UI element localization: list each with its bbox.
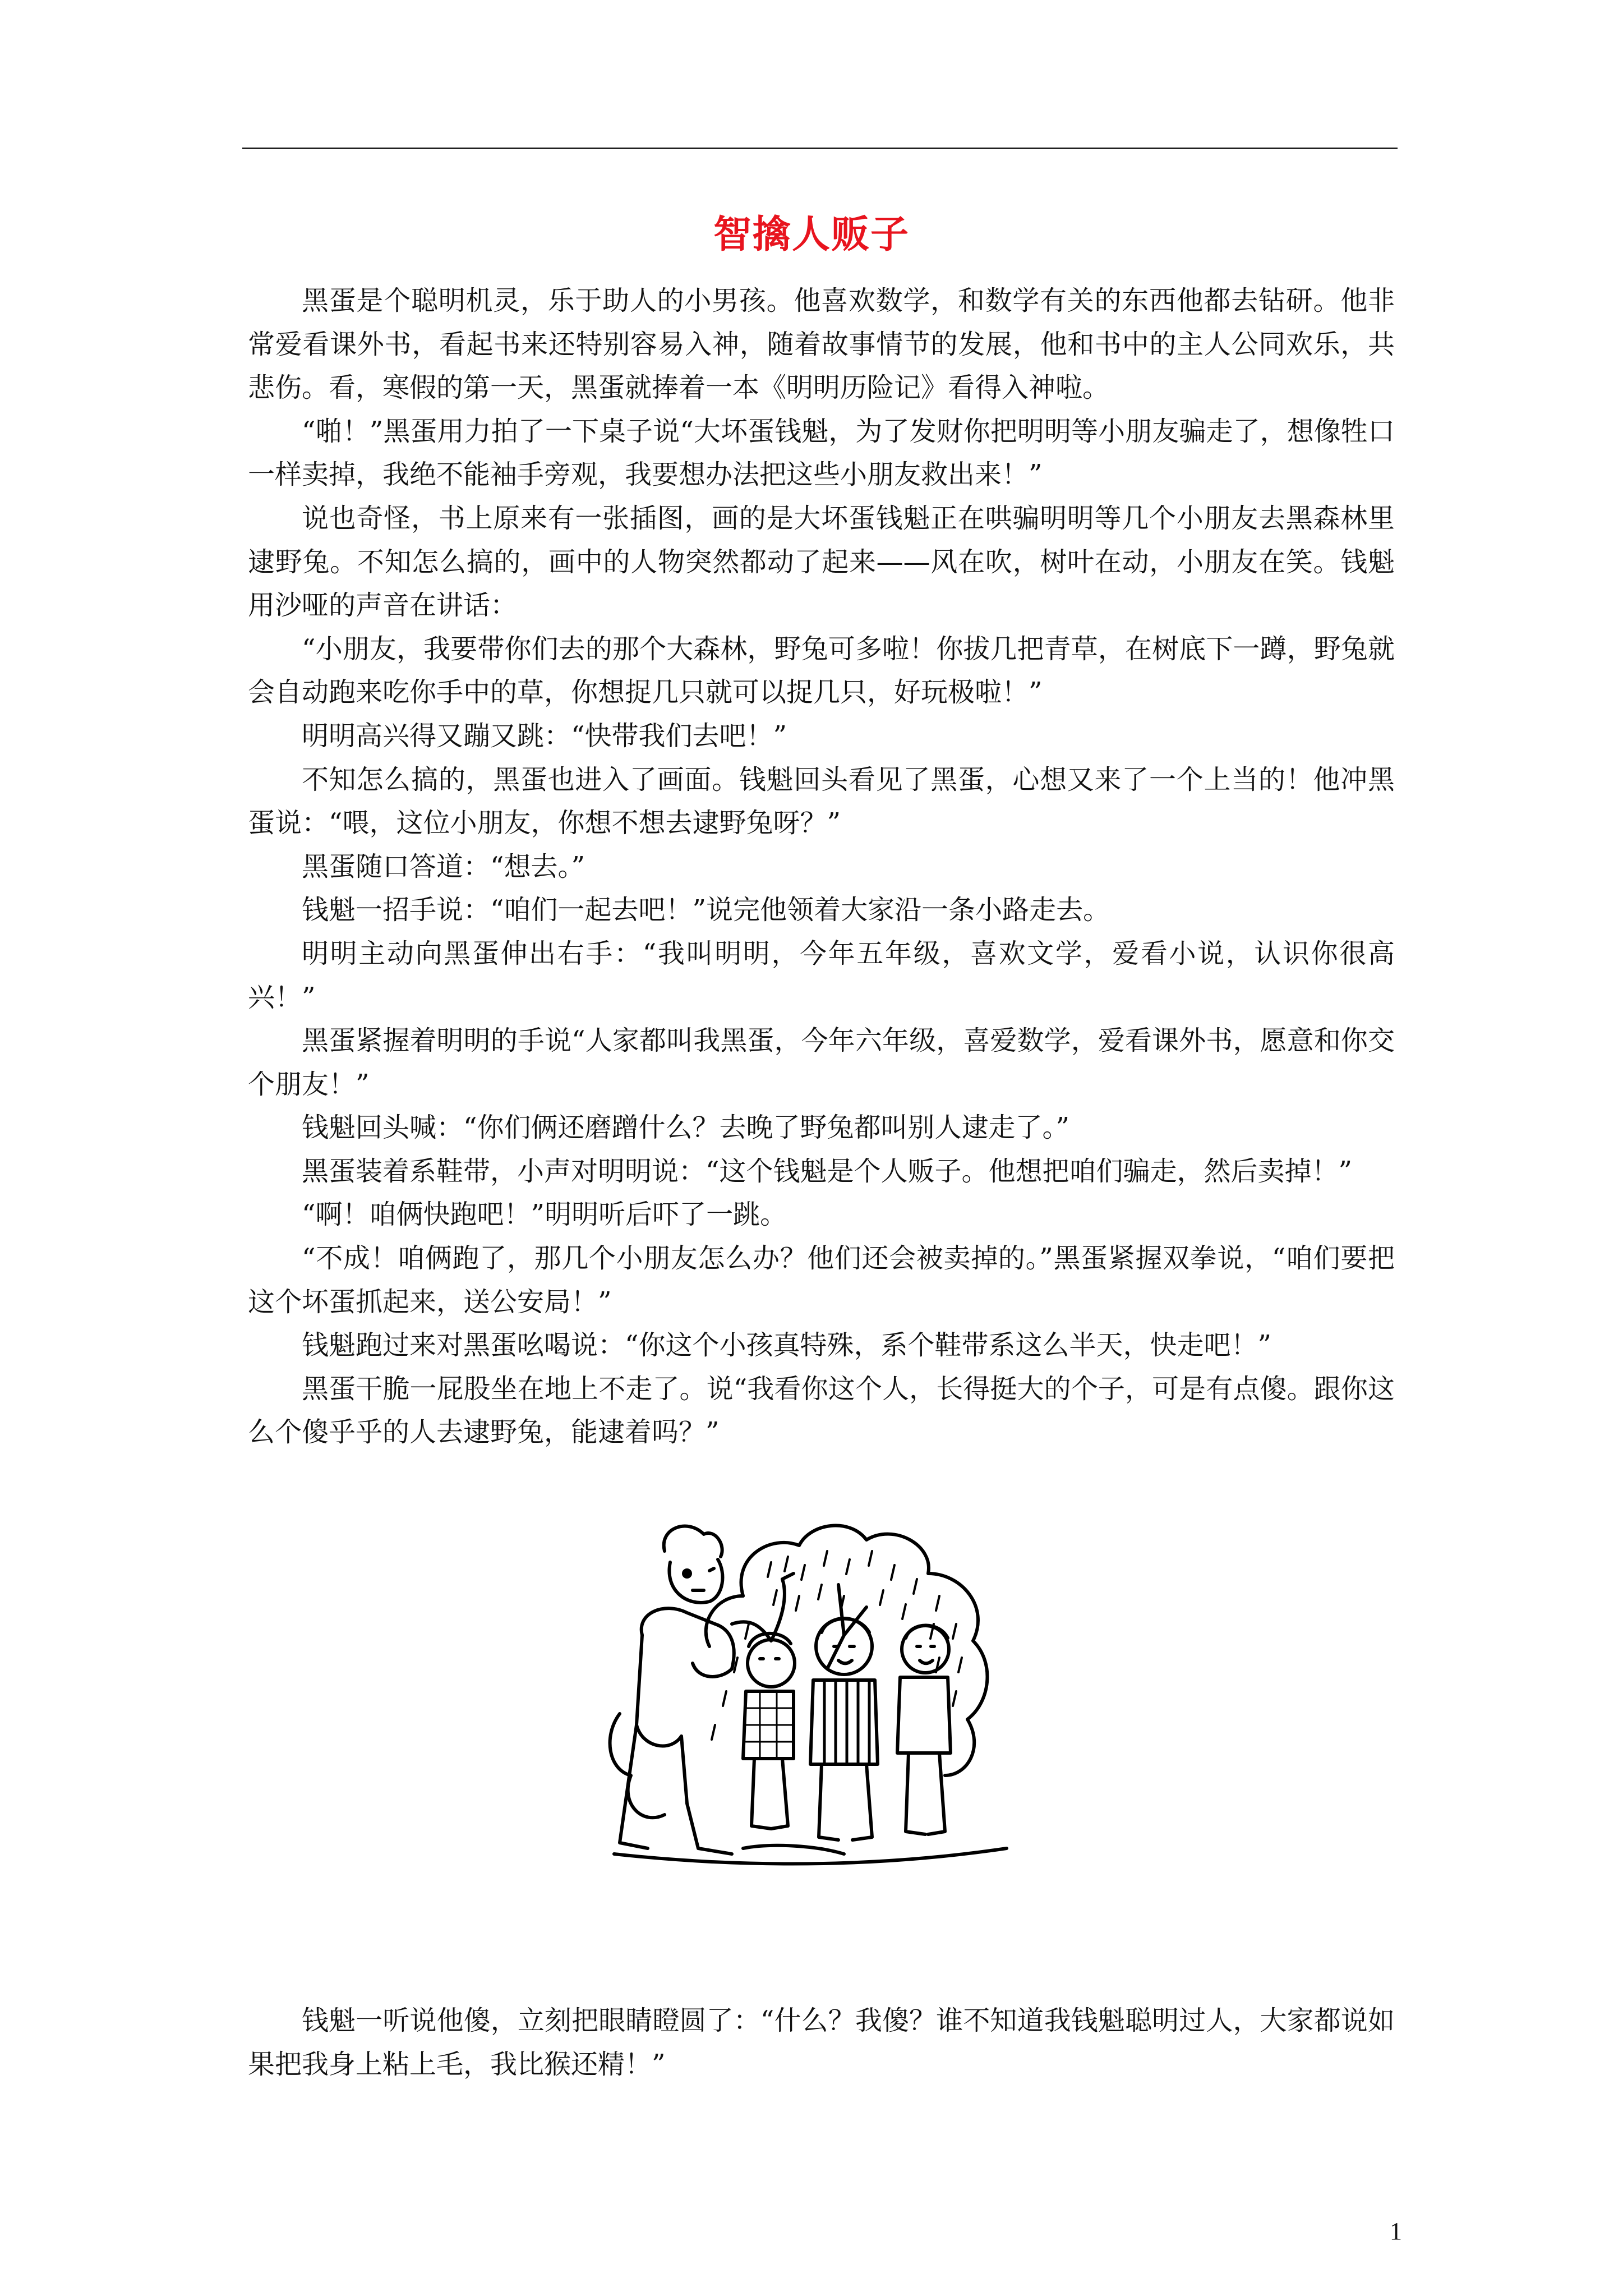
page-number: 1	[1390, 2217, 1402, 2245]
paragraph: 说也奇怪，书上原来有一张插图，画的是大坏蛋钱魁正在哄骗明明等几个小朋友去黑森林里逮野兔。不知怎么搞的，画中的人物突然都动了起来——风在吹，树叶在动，小朋友在笑。钱魁用沙哑的声音在讲话：	[248, 502, 1395, 622]
document-title: 智擒人贩子	[713, 212, 910, 257]
story-illustration	[603, 1512, 1023, 1874]
header-rule	[242, 148, 1398, 149]
paragraph: 不知怎么搞的，黑蛋也进入了画面。钱魁回头看见了黑蛋，心想又来了一个上当的！他冲黑蛋说：“喂，这位小朋友，你想不想去逮野兔呀？”	[248, 763, 1395, 839]
paragraph: 黑蛋随口答道：“想去。”	[302, 850, 585, 882]
paragraph: 明明主动向黑蛋伸出右手：“我叫明明，今年五年级，喜欢文学，爱看小说，认识你很高兴！”	[248, 937, 1395, 1013]
paragraph: 钱魁跑过来对黑蛋吆喝说：“你这个小孩真特殊，系个鞋带系这么半天，快走吧！”	[302, 1329, 1272, 1361]
paragraph: 黑蛋紧握着明明的手说“人家都叫我黑蛋，今年六年级，喜爱数学，爱看课外书，愿意和你交个朋友！”	[248, 1025, 1395, 1100]
paragraph: 黑蛋装着系鞋带，小声对明明说：“这个钱魁是个人贩子。他想把咱们骗走，然后卖掉！”	[302, 1155, 1353, 1187]
paragraph: “啪！”黑蛋用力拍了一下桌子说“大坏蛋钱魁，为了发财你把明明等小朋友骗走了，想像牲口一样卖掉，我绝不能袖手旁观，我要想办法把这些小朋友救出来！”	[248, 415, 1395, 491]
paragraph: “不成！咱俩跑了，那几个小朋友怎么办？他们还会被卖掉的。”黑蛋紧握双拳说，“咱们要把这个坏蛋抓起来，送公安局！”	[248, 1243, 1395, 1318]
paragraph: 钱魁回头喊：“你们俩还磨蹭什么？去晚了野兔都叫别人逮走了。”	[302, 1112, 1070, 1144]
paragraph: 黑蛋是个聪明机灵，乐于助人的小男孩。他喜欢数学，和数学有关的东西他都去钻研。他非常爱看课外书，看起书来还特别容易入神，随着故事情节的发展，他和书中的主人公同欢乐，共悲伤。看，寒假的第一天，黑蛋就捧着一本《明明历险记》看得入神啦。	[248, 285, 1395, 404]
paragraph: 钱魁一听说他傻，立刻把眼睛瞪圆了：“什么？我傻？谁不知道我钱魁聪明过人，大家都说如果把我身上粘上毛，我比猴还精！”	[248, 2005, 1395, 2080]
paragraph: 黑蛋干脆一屁股坐在地上不走了。说“我看你这个人，长得挺大的个子，可是有点傻。跟你这么个傻乎乎的人去逮野兔，能逮着吗？”	[248, 1373, 1395, 1448]
story-body-continued	[248, 1999, 1395, 2086]
story-body	[248, 279, 1395, 1455]
paragraph: “小朋友，我要带你们去的那个大森林，野兔可多啦！你拔几把青草，在树底下一蹲，野兔就会自动跑来吃你手中的草，你想捉几只就可以捉几只，好玩极啦！”	[248, 633, 1395, 708]
paragraph: 钱魁一招手说：“咱们一起去吧！”说完他领着大家沿一条小路走去。	[302, 894, 1110, 926]
paragraph: “啊！咱俩快跑吧！”明明听后吓了一跳。	[302, 1199, 787, 1231]
paragraph: 明明高兴得又蹦又跳：“快带我们去吧！”	[302, 720, 787, 752]
